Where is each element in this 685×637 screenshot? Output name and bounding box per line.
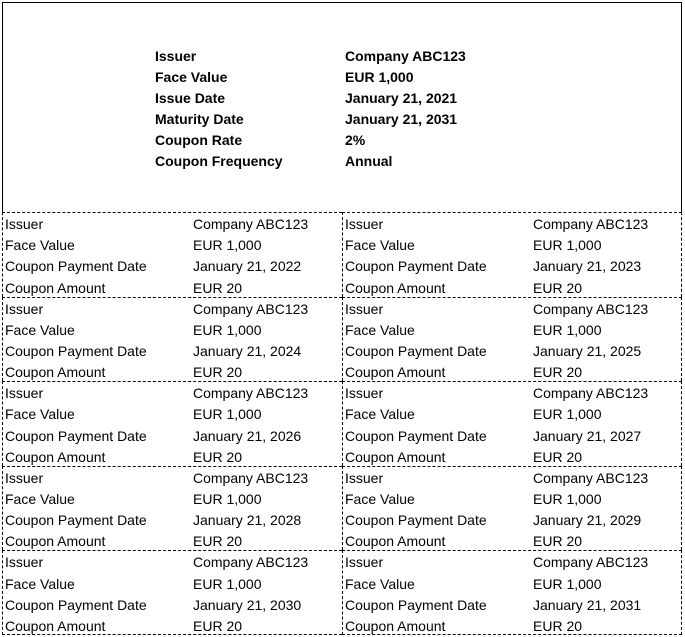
coupon-label: Coupon Amount bbox=[345, 364, 446, 381]
coupon-card bbox=[342, 466, 682, 551]
coupon-card bbox=[342, 297, 682, 382]
coupon-value: Company ABC123 bbox=[533, 385, 649, 402]
bond-label: Issuer bbox=[155, 48, 197, 64]
coupon-label: Coupon Payment Date bbox=[345, 427, 487, 444]
coupon-label: Coupon Payment Date bbox=[345, 258, 487, 275]
coupon-label: Coupon Payment Date bbox=[5, 427, 147, 444]
coupon-value: January 21, 2027 bbox=[533, 427, 642, 444]
coupon-label: Face Value bbox=[5, 406, 75, 423]
coupon-value: Company ABC123 bbox=[533, 469, 649, 486]
coupon-label: Coupon Payment Date bbox=[5, 342, 147, 359]
bond-value: EUR 1,000 bbox=[345, 69, 414, 85]
coupon-label: Coupon Amount bbox=[5, 533, 106, 550]
coupon-value: January 21, 2029 bbox=[533, 512, 642, 529]
coupon-value: January 21, 2026 bbox=[193, 427, 302, 444]
coupon-label: Coupon Amount bbox=[5, 279, 106, 296]
coupon-value: EUR 20 bbox=[533, 533, 583, 550]
coupon-value: Company ABC123 bbox=[193, 554, 309, 571]
coupon-value: January 21, 2024 bbox=[193, 342, 302, 359]
coupon-value: January 21, 2030 bbox=[193, 596, 302, 613]
coupon-label: Coupon Amount bbox=[345, 617, 446, 634]
bond-label: Coupon Frequency bbox=[155, 153, 283, 169]
coupon-label: Issuer bbox=[345, 385, 384, 402]
coupon-value: Company ABC123 bbox=[193, 469, 309, 486]
bond-label: Coupon Rate bbox=[155, 132, 243, 148]
coupon-label: Coupon Payment Date bbox=[5, 258, 147, 275]
coupon-card bbox=[2, 212, 342, 297]
coupon-card bbox=[342, 550, 682, 635]
coupon-label: Coupon Amount bbox=[345, 448, 446, 465]
coupon-value: Company ABC123 bbox=[533, 300, 649, 317]
coupon-label: Coupon Payment Date bbox=[345, 512, 487, 529]
coupon-label: Face Value bbox=[345, 406, 415, 423]
coupon-label: Coupon Amount bbox=[345, 279, 446, 296]
coupon-value: EUR 1,000 bbox=[533, 575, 602, 592]
coupon-label: Face Value bbox=[5, 321, 75, 338]
coupon-label: Face Value bbox=[345, 237, 415, 254]
coupon-value: EUR 20 bbox=[533, 279, 583, 296]
bond-value: January 21, 2021 bbox=[345, 90, 458, 106]
coupon-value: January 21, 2028 bbox=[193, 512, 302, 529]
coupon-card bbox=[2, 381, 342, 466]
coupon-value: EUR 20 bbox=[193, 617, 243, 634]
coupon-label: Issuer bbox=[345, 554, 384, 571]
coupon-label: Face Value bbox=[345, 321, 415, 338]
coupon-label: Coupon Amount bbox=[5, 617, 106, 634]
coupon-value: EUR 20 bbox=[193, 364, 243, 381]
coupon-label: Face Value bbox=[5, 237, 75, 254]
coupon-value: EUR 1,000 bbox=[533, 321, 602, 338]
coupon-label: Coupon Payment Date bbox=[5, 512, 147, 529]
coupon-grid bbox=[2, 212, 682, 635]
coupon-label: Face Value bbox=[5, 575, 75, 592]
bond-value: 2% bbox=[345, 132, 366, 148]
bond-value: Company ABC123 bbox=[345, 48, 466, 64]
bond-value: Annual bbox=[345, 153, 393, 169]
coupon-value: EUR 1,000 bbox=[193, 575, 262, 592]
coupon-label: Face Value bbox=[345, 575, 415, 592]
coupon-label: Coupon Amount bbox=[5, 448, 106, 465]
coupon-label: Coupon Payment Date bbox=[345, 342, 487, 359]
coupon-label: Issuer bbox=[345, 300, 384, 317]
coupon-value: EUR 20 bbox=[533, 448, 583, 465]
coupon-label: Face Value bbox=[345, 490, 415, 507]
coupon-card bbox=[342, 212, 682, 297]
coupon-label: Issuer bbox=[5, 554, 44, 571]
coupon-value: EUR 20 bbox=[533, 364, 583, 381]
coupon-label: Coupon Amount bbox=[345, 533, 446, 550]
coupon-card bbox=[342, 381, 682, 466]
coupon-label: Coupon Payment Date bbox=[5, 596, 147, 613]
coupon-label: Coupon Payment Date bbox=[345, 596, 487, 613]
coupon-value: January 21, 2031 bbox=[533, 596, 642, 613]
coupon-card bbox=[2, 297, 342, 382]
coupon-card bbox=[2, 550, 342, 635]
coupon-value: EUR 20 bbox=[193, 533, 243, 550]
bond-value: January 21, 2031 bbox=[345, 111, 458, 127]
coupon-value: EUR 1,000 bbox=[193, 237, 262, 254]
coupon-label: Issuer bbox=[5, 300, 44, 317]
bond-label: Face Value bbox=[155, 69, 228, 85]
coupon-label: Coupon Amount bbox=[5, 364, 106, 381]
coupon-label: Face Value bbox=[5, 490, 75, 507]
coupon-value: January 21, 2022 bbox=[193, 258, 302, 275]
coupon-value: January 21, 2025 bbox=[533, 342, 642, 359]
coupon-label: Issuer bbox=[345, 469, 384, 486]
coupon-value: EUR 20 bbox=[193, 448, 243, 465]
bond-label: Maturity Date bbox=[155, 111, 244, 127]
coupon-value: EUR 1,000 bbox=[533, 237, 602, 254]
coupon-value: Company ABC123 bbox=[533, 554, 649, 571]
coupon-value: EUR 1,000 bbox=[533, 490, 602, 507]
coupon-label: Issuer bbox=[5, 216, 44, 232]
coupon-value: Company ABC123 bbox=[193, 216, 309, 232]
coupon-card bbox=[2, 466, 342, 551]
coupon-value: EUR 1,000 bbox=[193, 490, 262, 507]
coupon-value: EUR 1,000 bbox=[193, 321, 262, 338]
coupon-value: EUR 20 bbox=[533, 617, 583, 634]
coupon-value: Company ABC123 bbox=[193, 300, 309, 317]
coupon-value: EUR 1,000 bbox=[193, 406, 262, 423]
bond-summary-panel bbox=[2, 2, 682, 213]
coupon-value: Company ABC123 bbox=[533, 216, 649, 232]
coupon-label: Issuer bbox=[345, 216, 384, 232]
bond-label: Issue Date bbox=[155, 90, 226, 106]
coupon-label: Issuer bbox=[5, 469, 44, 486]
coupon-value: EUR 20 bbox=[193, 279, 243, 296]
coupon-value: January 21, 2023 bbox=[533, 258, 642, 275]
coupon-value: Company ABC123 bbox=[193, 385, 309, 402]
coupon-value: EUR 1,000 bbox=[533, 406, 602, 423]
coupon-label: Issuer bbox=[5, 385, 44, 402]
